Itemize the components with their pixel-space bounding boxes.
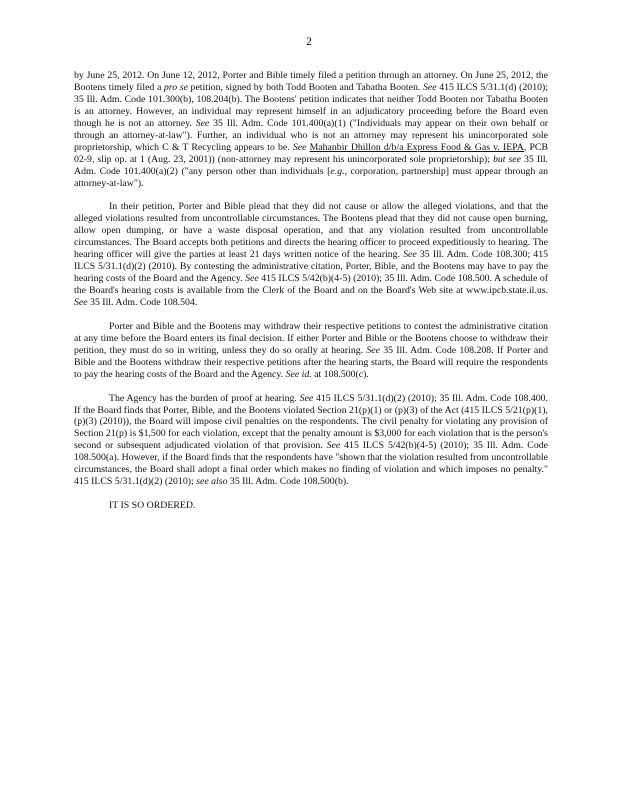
paragraph-burden-and-penalties: The Agency has the burden of proof at hearing. See 415 ILCS 5/31.1(d)(2) (2010); 35 Ill. Adm. Code 108.400. If the Board finds that Porter, Bible, and the Bootens violated Section 21(p)(1) or (p)(3) of the Act (415 ILCS 5/21(p)(1), (p)(3) (2010)), the Board will impose civil penalties on the respondents. The civil penalty for violating any provision of Section 21(p) is $1,500 for each violation, except that the penalty amount is $3,000 for each violation that is the person's second or subsequent adjudicated violation of that provision. See 415 ILCS 5/42(b)(4-5) (2010); 35 Ill. Adm. Code 108.500(a). However, if the Board finds that the respondents have "shown that the violation resulted from uncontrollable circumstances, the Board shall adopt a final order which makes no finding of violation and which imposes no penalty." 415 ILCS 5/31.1(d)(2) (2010); see also 35 Ill. Adm. Code 108.500(b).	[74, 392, 548, 488]
closing-statement: IT IS SO ORDERED.	[109, 500, 196, 512]
paragraph-withdrawal: Porter and Bible and the Bootens may withdraw their respective petitions to contest the administrative citation at any time before the Board enters its final decision. If either Porter and Bible or the Bootens choose to withdraw their petition, they must do so in writing, unless they do so orally at hearing. See 35 Ill. Adm. Code 108.208. If Porter and Bible and the Bootens withdraw their respective petitions after the hearing starts, the Board will require the respondents to pay the hearing costs of the Board and the Agency. See id. at 108.500(c).	[74, 320, 548, 380]
order-body	[74, 70, 548, 512]
paragraph-petitions-and-hearing: In their petition, Porter and Bible plead that they did not cause or allow the alleged violations, and that the alleged violations resulted from uncontrollable circumstances. The Bootens plead that they did not cause open burning, allow open dumping, or have a waste disposal operation, and that any violation resulted from uncontrollable circumstances. The Board accepts both petitions and directs the hearing officer to proceed expeditiously to hearing. The hearing officer will give the parties at least 21 days written notice of the hearing. See 35 Ill. Adm. Code 108.300; 415 ILCS 5/31.1(d)(2) (2010). By contesting the administrative citation, Porter, Bible, and the Bootens may have to pay the hearing costs of the Board and the Agency. See 415 ILCS 5/42(b)(4-5) (2010); 35 Ill. Adm. Code 108.500. A schedule of the Board's hearing costs is available from the Clerk of the Board and on the Board's Web site at www.ipcb.state.il.us. See 35 Ill. Adm. Code 108.504.	[74, 201, 549, 309]
case-citation: Mahanbir Dhillon d/b/a Express Food & Gas v. IEPA	[309, 141, 524, 153]
page-number: 2	[306, 36, 312, 48]
paragraph-filing-and-representation: by June 25, 2012. On June 12, 2012, Porter and Bible timely filed a petition through an attorney. On June 25, 2012, the Bootens timely filed a pro se petition, signed by both Todd Booten and Tabatha Booten. See 415 ILCS 5/31.1(d) (2010); 35 Ill. Adm. Code 101.300(b), 108.204(b). The Bootens' petition indicates that neither Todd Booten nor Tabatha Booten is an attorney. However, an individual may represent himself in an adjudicatory proceeding before the Board even though he is not an attorney. See 35 Ill. Adm. Code 101.400(a)(1) ("Individuals may appear on their own behalf or through an attorney-at-law"). Further, an individual who is not an attorney may represent his unincorporated sole proprietorship, which C & T Recycling appears to be. See Mahanbir Dhillon d/b/a Express Food & Gas v. IEPA, PCB 02-9, slip op. at 1 (Aug. 23, 2001)) (non-attorney may represent his unincorporated sole proprietorship); but see 35 Ill. Adm. Code 101.400(a)(2) ("any person other than individuals [e.g., corporation, partnership] must appear through an attorney-at-law").	[74, 70, 548, 189]
